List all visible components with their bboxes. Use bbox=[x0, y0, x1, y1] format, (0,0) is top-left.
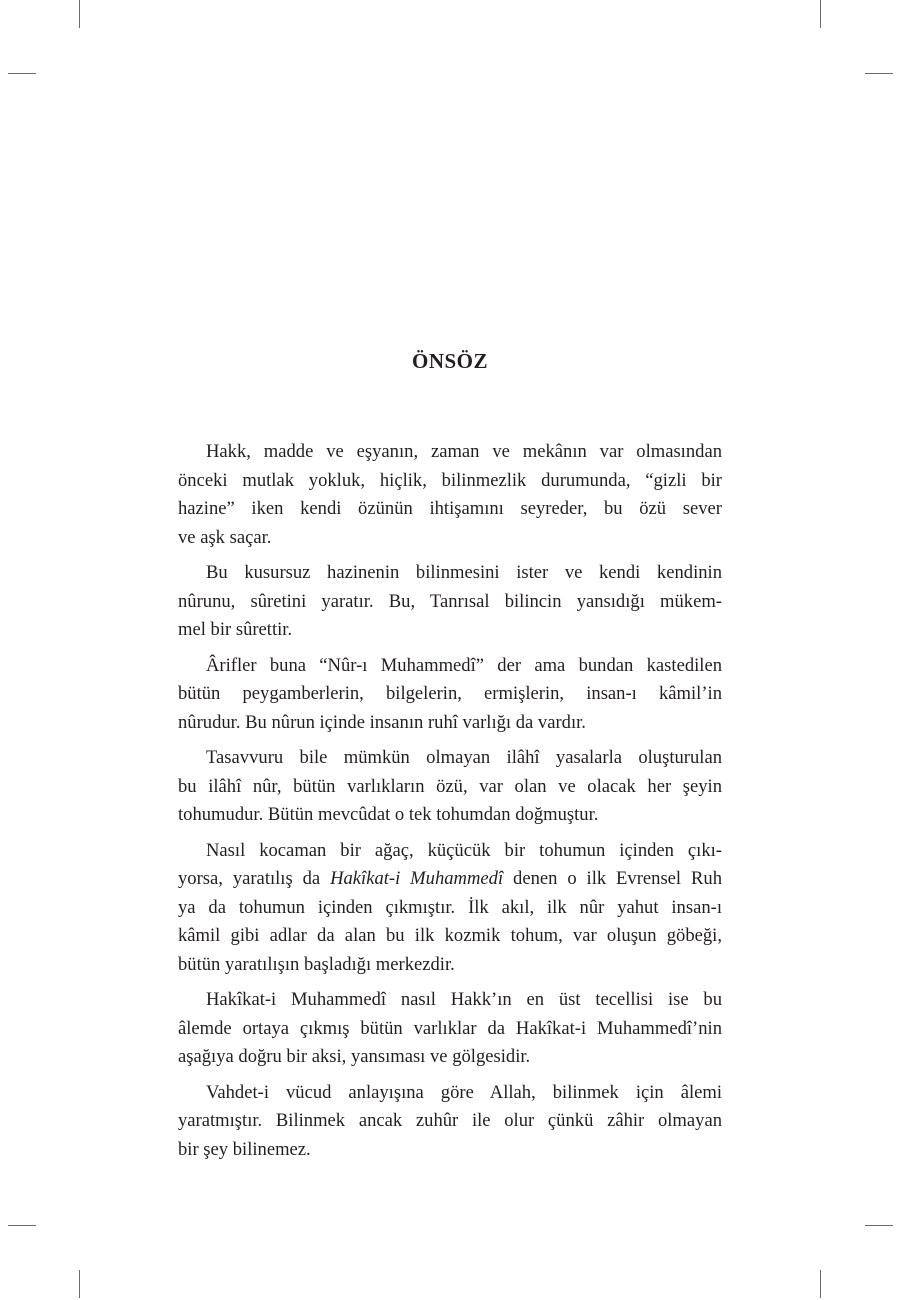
text-segment: denen o ilk Evrensel Ruh bbox=[503, 868, 722, 889]
paragraph bbox=[178, 986, 722, 1072]
text-line: bir şey bilinemez. bbox=[178, 1138, 311, 1160]
crop-mark-right-top bbox=[865, 73, 893, 74]
text-line: Ârifler buna “Nûr-ı Muhammedî” der ama bundan kastedilen bbox=[206, 654, 722, 676]
paragraph bbox=[178, 744, 722, 830]
text-segment: yorsa, yaratılış da bbox=[178, 868, 331, 889]
text-line: Nasıl kocaman bir ağaç, küçücük bir tohumun içinden çıkı- bbox=[206, 839, 722, 861]
text-line: ve aşk saçar. bbox=[178, 526, 272, 548]
text-line: bütün yaratılışın başladığı merkezdir. bbox=[178, 953, 455, 975]
text-line: ya da tohumun içinden çıkmıştır. İlk akıl, ilk nûr yahut insan-ı bbox=[178, 896, 722, 918]
text-line: önceki mutlak yokluk, hiçlik, bilinmezlik durumunda, “gizli bir bbox=[178, 469, 722, 491]
italic-term: Hakîkat-i Muhammedî bbox=[330, 868, 504, 889]
paragraph bbox=[178, 837, 722, 980]
text-line: yaratmıştır. Bilinmek ancak zuhûr ile olur çünkü zâhir olmayan bbox=[178, 1110, 722, 1131]
text-line: hazine” iken kendi özünün ihtişamını seyreder, bu özü sever bbox=[178, 498, 722, 519]
paragraph bbox=[178, 559, 722, 645]
body-text bbox=[178, 438, 722, 1171]
text-line: kâmil gibi adlar da alan bu ilk kozmik tohum, var oluşun göbeği, bbox=[178, 925, 722, 946]
text-line: tohumudur. Bütün mevcûdat o tek tohumdan doğmuştur. bbox=[178, 804, 599, 825]
text-line: Hakk, madde ve eşyanın, zaman ve mekânın var olmasından bbox=[206, 441, 722, 462]
crop-mark-top-left bbox=[79, 0, 80, 28]
text-line: aşağıya doğru bir aksi, yansıması ve gölgesidir. bbox=[178, 1046, 531, 1067]
text-line: mel bir sûrettir. bbox=[178, 619, 293, 640]
paragraph bbox=[178, 438, 722, 552]
crop-mark-bottom-left bbox=[79, 1270, 80, 1298]
crop-mark-top-right bbox=[820, 0, 821, 28]
crop-mark-bottom-right bbox=[820, 1270, 821, 1298]
text-line: âlemde ortaya çıkmış bütün varlıklar da Hakîkat-i Muhammedî’nin bbox=[178, 1017, 722, 1039]
text-line: Hakîkat-i Muhammedî nasıl Hakk’ın en üst tecellisi ise bu bbox=[206, 989, 722, 1010]
text-line: nûrudur. Bu nûrun içinde insanın ruhî varlığı da vardır. bbox=[178, 711, 586, 733]
text-line: bütün peygamberlerin, bilgelerin, ermişlerin, insan-ı kâmil’in bbox=[178, 683, 722, 704]
text-line: Bu kusursuz hazinenin bilinmesini ister ve kendi kendinin bbox=[206, 562, 722, 583]
crop-mark-left-top bbox=[8, 73, 36, 74]
text-line: Vahdet-i vücud anlayışına göre Allah, bilinmek için âlemi bbox=[206, 1081, 722, 1103]
paragraph bbox=[178, 1079, 722, 1165]
paragraph bbox=[178, 652, 722, 738]
page-title: ÖNSÖZ bbox=[411, 349, 489, 373]
crop-mark-left-bottom bbox=[8, 1225, 36, 1226]
crop-mark-right-bottom bbox=[865, 1225, 893, 1226]
text-line: nûrunu, sûretini yaratır. Bu, Tanrısal bilincin yansıdığı mükem- bbox=[178, 590, 722, 612]
text-line: bu ilâhî nûr, bütün varlıkların özü, var olan ve olacak her şeyin bbox=[178, 775, 722, 797]
text-line: Tasavvuru bile mümkün olmayan ilâhî yasalarla oluşturulan bbox=[206, 747, 722, 768]
text-line bbox=[178, 865, 722, 894]
